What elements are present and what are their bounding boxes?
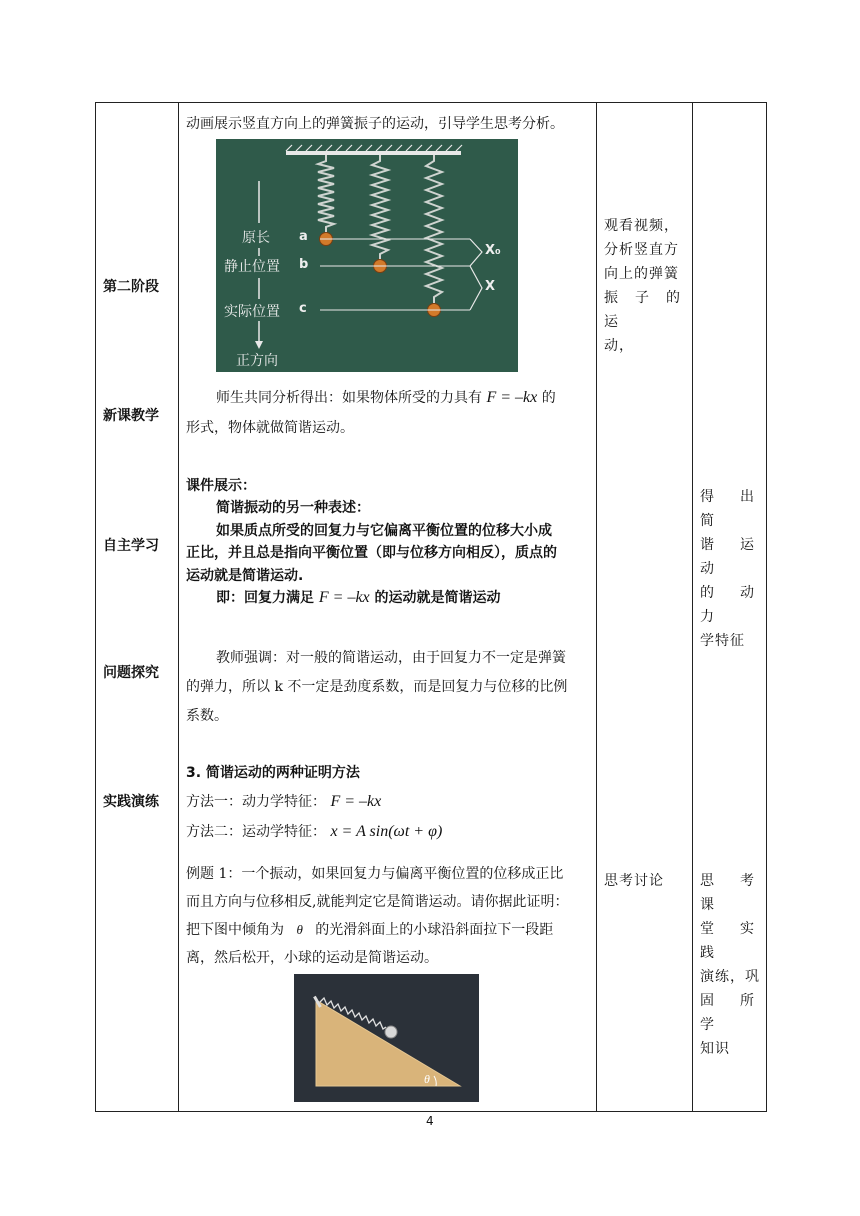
- spring-letter-b: b: [299, 257, 309, 272]
- spring-letter-c: c: [299, 301, 307, 316]
- design-intent-2-line4: 固所学: [700, 993, 762, 1033]
- student-activity-1-line1: 观看视频，: [604, 218, 679, 234]
- example-line1: 例题 1：一个振动，如果回复力与偏离平衡位置的位移成正比: [186, 866, 564, 882]
- design-intent-1: [700, 485, 762, 653]
- student-activity-1-line3: 向上的弹簧: [604, 266, 679, 282]
- table-border-col1: [178, 102, 179, 1112]
- teacher-emphasis-line3: 系数。: [186, 708, 228, 724]
- student-activity-1-line5: 动，: [604, 338, 634, 354]
- incline-theta-label: θ: [424, 1072, 430, 1086]
- stage-label-2: 新课教学: [103, 408, 159, 424]
- table-border-bottom: [95, 1111, 767, 1112]
- page-number: 4: [426, 1114, 434, 1128]
- bold-statement-title: 简谐振动的另一种表述：: [216, 500, 370, 516]
- stage-label-5: 实践演练: [103, 794, 159, 810]
- stage-label-1: 第二阶段: [103, 279, 159, 295]
- table-border-col2: [596, 102, 597, 1112]
- bold-statement-line1: 如果质点所受的回复力与它偏离平衡位置的位移大小成: [216, 523, 552, 539]
- design-intent-1-line4: 学特征: [700, 633, 745, 649]
- design-intent-1-line3: 的动力: [700, 585, 762, 625]
- spring-letter-a: a: [299, 229, 308, 244]
- student-activity-2: 思考讨论: [604, 873, 664, 889]
- student-activity-1: [604, 214, 688, 358]
- analysis-formula: F = –kx: [486, 389, 538, 406]
- incline-figure: [294, 974, 479, 1102]
- design-intent-2-line3: 演练，巩: [700, 969, 760, 985]
- design-intent-2: [700, 869, 762, 1061]
- design-intent-2-line1: 思考课: [700, 873, 762, 913]
- conclusion-text-a: 即：回复力满足: [216, 590, 314, 606]
- table-border-top: [95, 102, 767, 103]
- spring-label-actual-position: 实际位置: [224, 304, 280, 320]
- table-border-left: [95, 102, 96, 1112]
- student-activity-1-line4: 振子的运: [604, 290, 688, 330]
- spring-label-original-length: 原长: [242, 230, 270, 246]
- example-line3: [186, 918, 553, 942]
- design-intent-2-line5: 知识: [700, 1041, 730, 1057]
- design-intent-1-line1: 得出简: [700, 489, 762, 529]
- example-line3-b: 的光滑斜面上的小球沿斜面拉下一段距: [315, 922, 554, 938]
- bold-statement-conclusion: [216, 587, 501, 609]
- method-2: [186, 820, 442, 844]
- example-line2: 而且方向与位移相反,就能判定它是简谐运动。请你据此证明：: [186, 894, 569, 910]
- table-border-right: [766, 102, 767, 1112]
- design-intent-1-line2: 谐运动: [700, 537, 762, 577]
- teacher-emphasis-line1: 教师强调：对一般的简谐运动，由于回复力不一定是弹簧: [216, 650, 566, 666]
- spring-label-positive-direction: 正方向: [236, 353, 278, 369]
- example-line4: 离，然后松开，小球的运动是简谐运动。: [186, 950, 438, 966]
- analysis-text-a: 师生共同分析得出：如果物体所受的力具有: [216, 390, 482, 406]
- analysis-text-c: 形式，物体就做简谐运动。: [186, 420, 354, 436]
- example-theta: θ: [296, 922, 303, 937]
- spring-label-x0: X₀: [485, 243, 501, 258]
- method-1: [186, 790, 381, 814]
- conclusion-formula: F = –kx: [318, 589, 370, 606]
- bold-statement-line3: 运动就是简谐运动.: [186, 568, 304, 584]
- courseware-title: 课件展示：: [186, 478, 256, 494]
- design-intent-2-line2: 堂实践: [700, 921, 762, 961]
- student-activity-1-line2: 分析竖直方: [604, 242, 679, 258]
- example-line3-a: 把下图中倾角为: [186, 922, 284, 938]
- stage-label-4: 问题探究: [103, 665, 159, 681]
- method-2-label: 方法二：运动学特征：: [186, 824, 326, 840]
- stage-label-3: 自主学习: [103, 538, 159, 554]
- method-1-label: 方法一：动力学特征：: [186, 794, 326, 810]
- table-border-col3: [692, 102, 693, 1112]
- intro-text: 动画展示竖直方向上的弹簧振子的运动，引导学生思考分析。: [186, 116, 564, 132]
- spring-label-x: X: [485, 279, 496, 294]
- spring-label-rest-position: 静止位置: [224, 259, 280, 275]
- method-2-formula: x = A sin(ωt + φ): [330, 823, 443, 840]
- paragraph-analysis: [186, 386, 590, 440]
- conclusion-text-b: 的运动就是简谐运动: [374, 590, 501, 606]
- method-1-formula: F = –kx: [330, 793, 382, 810]
- teacher-emphasis-line2: 的弹力，所以 k 不一定是劲度系数，而是回复力与位移的比例: [186, 679, 568, 695]
- spring-oscillator-figure: [216, 139, 518, 372]
- section-3-heading: 3. 简谐运动的两种证明方法: [186, 765, 360, 781]
- bold-statement-line2: 正比，并且总是指向平衡位置（即与位移方向相反），质点的: [186, 545, 557, 561]
- analysis-text-b: 的: [541, 390, 556, 406]
